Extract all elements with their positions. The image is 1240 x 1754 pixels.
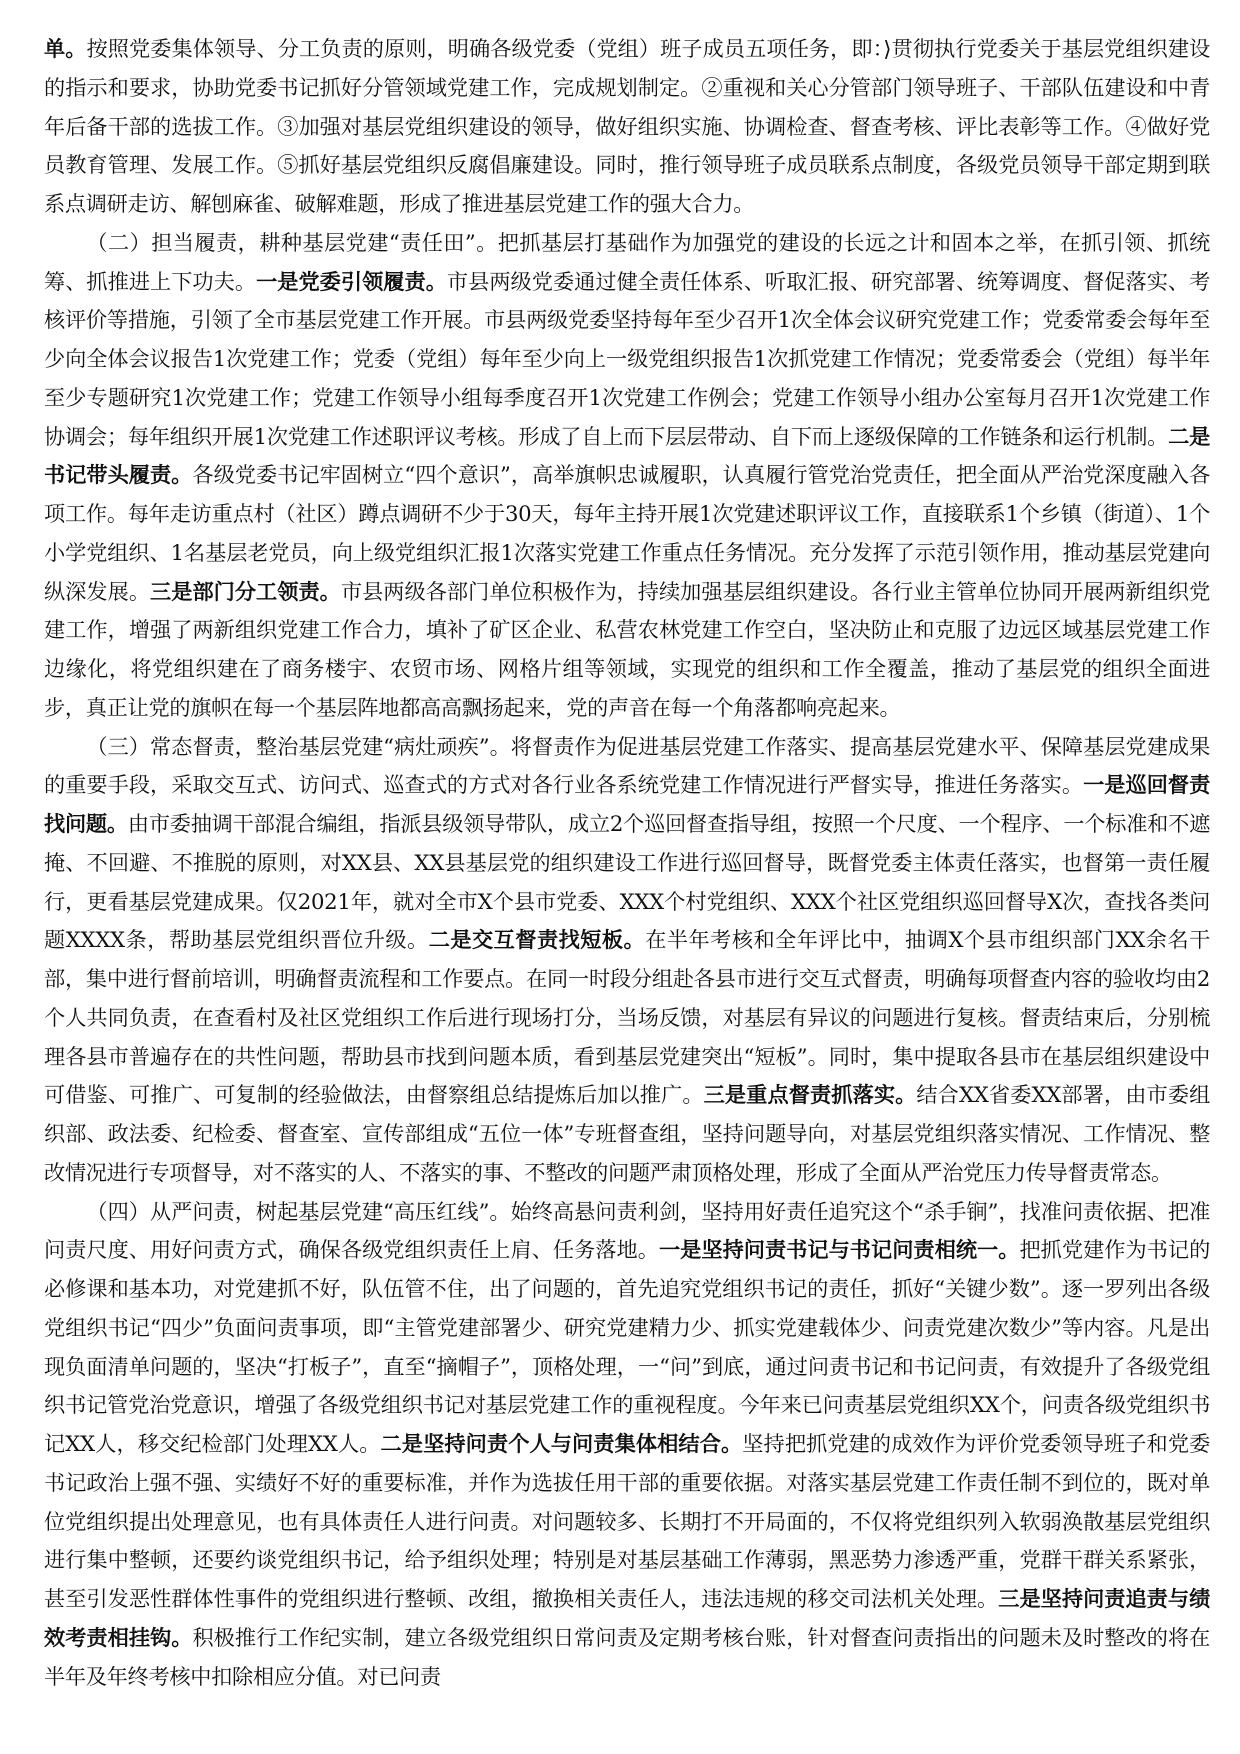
paragraph-1 [44, 30, 1210, 224]
paragraph-3 [44, 728, 1210, 1193]
bold-run: 二是坚持问责个人与问责集体相结合。 [380, 1431, 743, 1456]
bold-run: 单。 [44, 36, 87, 61]
text-run: （二）担当履责，耕种基层党建“责任田”。把抓基层打基础作为加强党的建设的长远之计和固本之举，在抓引领、抓统筹、抓推进上下功夫。 [44, 229, 1210, 294]
paragraph-2 [44, 224, 1210, 728]
text-run: 各级党委书记牢固树立“四个意识”，高举旗帜忠诚履职，认真履行管党治党责任，把全面从严治党深度融入各项工作。每年走访重点村（社区）蹲点调研不少于30天，每年主持开展1次党建述职评议工作，直接联系1个乡镇（街道）、1个小学党组织、1名基层老党员，向上级党组织汇报1次落实党建工作重点任务情况。充分发挥了示范引领作用，推动基层党建向纵深发展。 [44, 462, 1211, 604]
bold-run: 二是书记带头履责。 [44, 423, 1210, 488]
bold-run: 一是党委引领履责。 [256, 268, 447, 294]
bold-run: 一是巡回督责找问题。 [44, 772, 1210, 836]
text-run: 把抓党建作为书记的必修课和基本功，对党建抓不好，队伍管不住，出了问题的，首先追究党组织书记的责任，抓好“关键少数”。逐一罗列出各级党组织书记“四少”负面问责事项，即“主管党建部署少、研究党建精力少、抓实党建载体少、问责党建次数少”等内容。凡是出现负面清单问题的，坚决“打板子”，直至“摘帽子”，顶格处理，一“问”到底，通过问责书记和书记问责，有效提升了各级党组织书记管党治党意识，增强了各级党组织书记对基层党建工作的重视程度。今年来已问责基层党组织XX个，问责各级党组织书记XX人，移交纪检部门处理XX人。 [44, 1237, 1210, 1456]
text-run: 积极推行工作纪实制，建立各级党组织日常问责及定期考核台账，针对督查问责指出的问题未及时整改的将在半年及年终考核中扣除相应分值。对已问责 [44, 1624, 1211, 1689]
text-run: 由市委抽调干部混合编组，指派县级领导带队，成立2个巡回督查指导组，按照一个尺度、一个程序、一个标准和不遮掩、不回避、不推脱的原则，对XX县、XX县基层党的组织建设工作进行巡回督导，既督党委主体责任落实，也督第一责任履行，更看基层党建成果。仅2021年，就对全市X个县市党委、XXX个村党组织、XXX个社区党组织巡回督导X次，查找各类问题XXXX条，帮助基层党组织晋位升级。 [44, 811, 1210, 953]
bold-run: 三是重点督责抓落实。 [703, 1082, 917, 1108]
text-run: 结合XX省委XX部署，由市委组织部、政法委、纪检委、督查室、宣传部组成“五位一体”专班督查组，坚持问题导向，对基层党组织落实情况、工作情况、整改情况进行专项督导，对不落实的人、不落实的事、不整改的问题严肃顶格处理，形成了全面从严治党压力传导督责常态。 [44, 1082, 1210, 1185]
bold-run: 一是坚持问责书记与书记问责相统一。 [658, 1237, 1020, 1263]
text-run: 按照党委集体领导、分工负责的原则，明确各级党委（党组）班子成员五项任务，即：⟩贯彻执行党委关于基层党组织建设的指示和要求，协助党委书记抓好分管领域党建工作，完成规划制定。②重视和关心分管部门领导班子、干部队伍建设和中青年后备干部的选拔工作。③加强对基层党组织建设的领导，做好组织实施、协调检查、督查考核、评比表彰等工作。④做好党员教育管理、发展工作。⑤抓好基层党组织反腐倡廉建设。同时，推行领导班子成员联系点制度，各级党员领导干部定期到联系点调研走访、解刨麻雀、破解难题，形成了推进基层党建工作的强大合力。 [44, 36, 1210, 216]
bold-run: 三是部门分工领责。 [150, 578, 341, 604]
bold-run: 二是交互督责找短板。 [428, 927, 646, 953]
text-run: 坚持把抓党建的成效作为评价党委领导班子和党委书记政治上强不强、实绩好不好的重要标准，并作为选拔任用干部的重要依据。对落实基层党建工作责任制不到位的，既对单位党组织提出处理意见，也有具体责任人进行问责。对问题较多、长期打不开局面的，不仅将党组织列入软弱涣散基层党组织进行集中整顿，还要约谈党组织书记，给予组织处理；特别是对基层基础工作薄弱，黑恶势力渗透严重，党群干群关系紧张，甚至引发恶性群体性事件的党组织进行整顿、改组，撤换相关责任人，违法违规的移交司法机关处理。 [44, 1431, 1210, 1611]
bold-run: 三是坚持问责追责与绩效考责相挂钩。 [44, 1586, 1210, 1650]
paragraph-4 [44, 1193, 1210, 1697]
text-run: 市县两级党委通过健全责任体系、听取汇报、研究部署、统筹调度、督促落实、考核评价等措施，引领了全市基层党建工作开展。市县两级党委坚持每年至少召开1次全体会议研究党建工作；党委常委会每年至少向全体会议报告1次党建工作；党委（党组）每年至少向上一级党组织报告1次抓党建工作情况；党委常委会（党组）每半年至少专题研究1次党建工作；党建工作领导小组每季度召开1次党建工作例会；党建工作领导小组办公室每月召开1次党建工作协调会；每年组织开展1次党建工作述职评议考核。形成了自上而下层层带动、自下而上逐级保障的工作链条和运行机制。 [44, 268, 1210, 449]
text-run: 市县两级各部门单位积极作为，持续加强基层组织建设。各行业主管单位协同开展两新组织党建工作，增强了两新组织党建工作合力，填补了矿区企业、私营农林党建工作空白，坚决防止和克服了边远区域基层党建工作边缘化，将党组织建在了商务楼宇、农贸市场、网格片组等领域，实现党的组织和工作全覆盖，推动了基层党的组织全面进步，真正让党的旗帜在每一个基层阵地都高高飘扬起来，党的声音在每一个角落都响亮起来。 [44, 578, 1210, 720]
text-run: （四）从严问责，树起基层党建“高压红线”。始终高悬问责利剑，坚持用好责任追究这个“杀手锏”，找准问责依据、把准问责尺度、用好问责方式，确保各级党组织责任上肩、任务落地。 [44, 1198, 1210, 1263]
text-run: 在半年考核和全年评比中，抽调X个县市组织部门XX余名干部，集中进行督前培训，明确督责流程和工作要点。在同一时段分组赴各县市进行交互式督责，明确每项督查内容的验收均由2个人共同负责，在查看村及社区党组织工作后进行现场打分，当场反馈，对基层有异议的问题进行复核。督责结束后，分别梳理各县市普遍存在的共性问题，帮助县市找到问题本质，看到基层党建突出“短板”。同时，集中提取各县市在基层组织建设中可借鉴、可推广、可复制的经验做法，由督察组总结提炼后加以推广。 [44, 927, 1210, 1108]
text-run: （三）常态督责，整治基层党建“病灶顽疾”。将督责作为促进基层党建工作落实、提高基层党建水平、保障基层党建成果的重要手段，采取交互式、访问式、巡查式的方式对各行业各系统党建工作情况进行严督实导，推进任务落实。 [44, 733, 1210, 798]
